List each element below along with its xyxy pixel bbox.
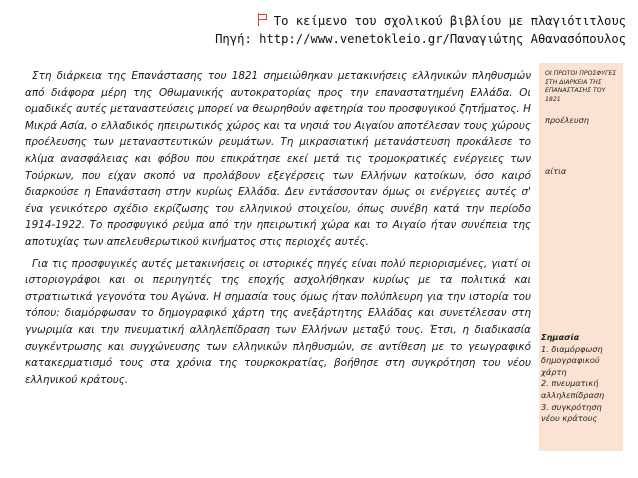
- header-source: Πηγή: http://www.venetokleio.gr/Παναγιώτης Αθανασόπουλος: [215, 32, 626, 46]
- slide-header: [60, 12, 626, 48]
- significance-title: Σημασία: [541, 332, 580, 342]
- header-title: Το κείμενο του σχολικού βιβλίου με πλαγιότιτλους: [273, 14, 626, 28]
- significance-list: [541, 344, 621, 425]
- paragraph-1: Στη διάρκεια της Επανάστασης του 1821 σημειώθηκαν μετακινήσεις ελληνικών πληθυσμών από διάφορα μέρη της Οθωμανικής αυτοκρατορίας προς την επαναστατημένη Ελλάδα. Οι ομαδικές αυτές μεταναστεύσεις μπορεί να θεωρηθούν αφετηρία του προσφυγικού ζητήματος. Η Μικρά Ασία, ο ελλαδικός ηπειρωτικός χώρος και τα νησιά του Αιγαίου αποτέλεσαν τους χώρους προέλευσης των μεταναστευτικών ρευμάτων. Τη μικρασιατική μετανάστευση προκάλεσε το κλίμα ανασφάλειας και φόβου που επικράτησε εκεί μετά τις τρομοκρατικές ενέργειες των Τούρκων, που είχαν σκοπό να προλάβουν εξεγέρσεις των Ελλήνων κατοίκων, όσο καιρό διαρκούσε η Επανάσταση στην κυρίως Ελλάδα. Δεν εντάσσονταν όμως οι ενέργειες αυτές σ' ένα γενικότερο σχέδιο εκρίζωσης του ελληνικού στοιχείου, όπως συνέβη κατά την περίοδο 1914-1922. Το προσφυγικό ρεύμα από την ηπειρωτική χώρα και το Αιγαίο ήταν συνέπεια της αποτυχίας των απελευθερωτικού κινήματος στις περιοχές αυτές.: [25, 70, 531, 248]
- main-text: [25, 68, 531, 393]
- significance-item: 1. διαμόρφωση δημογραφικού χάρτη: [541, 343, 603, 377]
- significance-item: 2. πνευματική αλληλεπίδραση: [541, 378, 605, 400]
- sidebar-significance: [541, 332, 621, 425]
- paragraph-2: Για τις προσφυγικές αυτές μετακινήσεις οι ιστορικές πηγές είναι πολύ περιορισμένες, γιατί οι ιστοριογράφοι και οι περιηγητές της εποχής ασχολήθηκαν κυρίως με τα πολιτικά και στρατιωτικά γεγονότα του Αγώνα. Η σημασία τους όμως ήταν πολύπλευρη για την ιστορία του τόπου: διαμόρφωσαν το δημογραφικό χάρτη της ανεξάρτητης Ελλάδας και συνετέλεσαν στη γνωριμία και την πνευματική αλληλεπίδραση των Ελλήνων μεταξύ τους. Έτσι, η διαδικασία συγκέντρωσης και συγχώνευσης των ελληνικών πληθυσμών, σε αντίθεση με το γεωγραφικό κατακερματισμό τους στα χρόνια της τουρκοκρατίας, βοήθησε στη συγκρότηση του νέου ελληνικού κράτους.: [25, 257, 531, 386]
- margin-notes-sidebar: [539, 63, 623, 451]
- sidebar-note-causes: αίτια: [545, 166, 567, 176]
- sidebar-note-origin: προέλευση: [545, 115, 589, 125]
- flag-icon: [257, 13, 269, 26]
- header-title-line: [60, 12, 626, 30]
- significance-item: 3. συγκρότηση νέου κράτους: [541, 401, 602, 424]
- sidebar-heading: ΟΙ ΠΡΩΤΟΙ ΠΡΟΣΦΥΓΕΣ ΣΤΗ ΔΙΑΡΚΕΙΑ ΤΗΣ ΕΠΑΝΑΣΤΑΣΗΣ ΤΟΥ 1821: [545, 70, 617, 103]
